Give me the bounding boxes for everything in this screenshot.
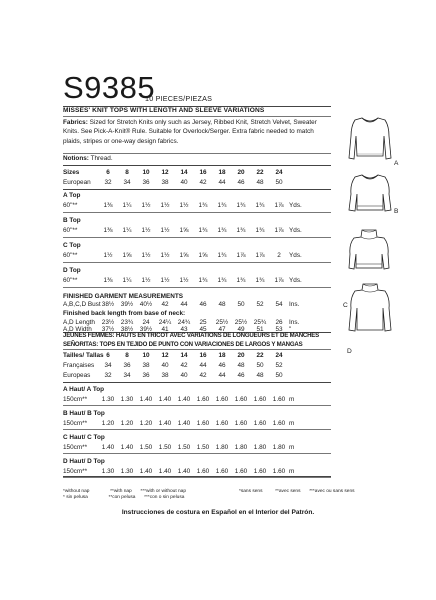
legend-avec-sens: **avec sens (275, 489, 301, 494)
divider (63, 453, 331, 454)
yardage-row (63, 226, 333, 235)
unit-label: Yds. (289, 252, 302, 259)
row-label: 60"** (63, 202, 78, 209)
legend-with-nap: **with nap (110, 489, 132, 494)
table-cell: 52 (275, 362, 283, 369)
title-fr: JEUNES FEMMES: HAUTS EN TRICOT AVEC VARIATIONS DE LONGUEURS ET DE MANCHES (63, 332, 320, 339)
table-cell: 1¾ (236, 202, 246, 209)
divider (63, 262, 331, 263)
table-cell: 38½ (101, 301, 115, 308)
table-cell: 20 (237, 352, 245, 359)
table-cell: 50 (256, 362, 264, 369)
table-cell: 1.30 (120, 468, 134, 475)
unit-label: Yds. (289, 227, 302, 234)
divider (63, 382, 331, 383)
table-cell: 1.80 (253, 444, 267, 451)
yardage-row (63, 276, 333, 285)
pattern-number: S9385 (63, 70, 156, 105)
table-cell: 51 (256, 326, 264, 333)
sizes-row (63, 168, 333, 177)
divider (63, 212, 331, 213)
pieces-count: 10 PIECES/PIEZAS (145, 94, 213, 103)
table-cell: 39½ (120, 301, 134, 308)
view-label: C Haut/ C Top (63, 434, 105, 441)
table-cell: 25¾ (253, 319, 267, 326)
row-label: 150cm** (63, 396, 88, 403)
table-cell: 48 (256, 179, 264, 186)
table-cell: 22 (256, 169, 264, 176)
table-cell: 1¾ (217, 227, 227, 234)
unit-label: " (289, 326, 292, 333)
table-cell: 1½ (160, 252, 170, 259)
table-cell: 1.60 (234, 468, 248, 475)
view-label: A Top (63, 192, 81, 199)
tailles-row (63, 351, 333, 360)
table-cell: 1.20 (101, 420, 115, 427)
row-label: Françaises (63, 362, 95, 369)
table-cell: 34 (123, 179, 131, 186)
table-cell: 1.60 (272, 396, 286, 403)
table-cell: 50 (275, 179, 283, 186)
view-label: D Haut/ D Top (63, 458, 105, 465)
table-cell: 16 (199, 169, 207, 176)
table-cell: 1¾ (217, 202, 227, 209)
table-cell: 44 (218, 372, 226, 379)
divider (63, 477, 331, 478)
table-cell: 1⅞ (274, 227, 284, 234)
yardage-row (63, 443, 333, 452)
row-label: European (63, 179, 91, 186)
table-cell: 6 (106, 352, 110, 359)
table-cell: 1½ (103, 252, 113, 259)
table-cell: 1¼ (122, 227, 132, 234)
table-cell: 1⅞ (274, 277, 284, 284)
table-cell: 1⅞ (236, 252, 246, 259)
unit-label: m (289, 396, 295, 403)
divider (63, 116, 331, 117)
table-cell: 1.60 (234, 420, 248, 427)
table-cell: 1⅞ (274, 202, 284, 209)
table-cell: 1¾ (198, 202, 208, 209)
view-d-sketch (345, 280, 395, 336)
table-cell: 1.30 (120, 396, 134, 403)
table-cell: 48 (218, 301, 226, 308)
table-cell: 18 (218, 352, 226, 359)
table-cell: 1¼ (122, 202, 132, 209)
table-cell: 25½ (234, 319, 248, 326)
table-cell: 37½ (101, 326, 115, 333)
view-c-sketch (343, 226, 395, 278)
table-cell: 50 (237, 301, 245, 308)
unit-label: m (289, 468, 295, 475)
legend-sin-pelusa: * sin pelusa (63, 495, 88, 500)
table-cell: 1¾ (255, 277, 265, 284)
table-cell: 36 (142, 372, 150, 379)
table-cell: 1.40 (120, 444, 134, 451)
table-cell: 46 (199, 301, 207, 308)
back-length-label: Finished back length from base of neck: (63, 310, 186, 317)
table-cell: 1¾ (236, 277, 246, 284)
table-cell: 25½ (215, 319, 229, 326)
view-label: C Top (63, 242, 81, 249)
fabrics-label: Fabrics: (63, 119, 88, 126)
table-cell: 1.30 (101, 396, 115, 403)
table-cell: 16 (199, 352, 207, 359)
table-cell: 8 (125, 352, 129, 359)
francaises-row (63, 361, 333, 370)
table-cell: 1.60 (215, 396, 229, 403)
table-cell: 23½ (101, 319, 115, 326)
table-cell: 1⅜ (103, 277, 113, 284)
table-cell: 48 (256, 372, 264, 379)
yardage-row (63, 251, 333, 260)
table-cell: 12 (161, 352, 169, 359)
table-cell: 1¼ (122, 277, 132, 284)
table-cell: 10 (142, 352, 150, 359)
legend-con-o-sin-pelusa: ***con o sin pelusa (144, 495, 185, 500)
table-cell: 44 (180, 301, 188, 308)
table-cell: 1.40 (158, 396, 172, 403)
table-cell: 1.60 (253, 468, 267, 475)
title-en: MISSES' KNIT TOPS WITH LENGTH AND SLEEVE VARIATIONS (63, 107, 265, 114)
row-label: 150cm** (63, 468, 88, 475)
table-cell: 36 (142, 179, 150, 186)
table-cell: 20 (237, 169, 245, 176)
table-cell: 1⅞ (255, 252, 265, 259)
divider (63, 287, 331, 288)
row-label: 150cm** (63, 444, 88, 451)
table-cell: 1¾ (198, 227, 208, 234)
yardage-row (63, 201, 333, 210)
fabrics-text: Sized for Stretch Knits only such as Jersey, Ribbed Knit, Stretch Velvet, Sweater Knits. See Pick-A-Knit® Rule. Suitable for Overlock/Serger. Extra fabric needed to match plaids, stripes or one-way design fabrics. (63, 119, 317, 145)
table-cell: 1.50 (196, 444, 210, 451)
table-cell: 1⅝ (198, 252, 208, 259)
table-cell: 1.60 (215, 468, 229, 475)
table-cell: 40 (180, 179, 188, 186)
table-cell: 1.40 (177, 468, 191, 475)
table-cell: 1.60 (234, 396, 248, 403)
table-cell: 45 (199, 326, 207, 333)
table-cell: 46 (237, 372, 245, 379)
table-cell: 1.40 (177, 420, 191, 427)
table-cell: 42 (161, 301, 169, 308)
table-cell: 46 (237, 179, 245, 186)
row-label: 60"** (63, 227, 78, 234)
table-cell: 25 (199, 319, 207, 326)
table-cell: 50 (275, 372, 283, 379)
yardage-row (63, 395, 333, 404)
table-cell: 1.50 (139, 444, 153, 451)
legend-with-or-without-nap: ***with or without nap (140, 489, 186, 494)
unit-label: Yds. (289, 202, 302, 209)
divider (63, 429, 331, 430)
view-label: A Haut/ A Top (63, 386, 105, 393)
table-cell: 1.40 (139, 468, 153, 475)
table-cell: 23¾ (120, 319, 134, 326)
table-cell: 42 (199, 179, 207, 186)
row-label: 150cm** (63, 420, 88, 427)
table-cell: 32 (104, 372, 112, 379)
table-cell: 1.60 (215, 420, 229, 427)
table-cell: 42 (180, 362, 188, 369)
unit-label: m (289, 444, 295, 451)
table-cell: 1.60 (272, 468, 286, 475)
table-cell: 14 (180, 352, 188, 359)
divider (63, 237, 331, 238)
table-cell: 34 (104, 362, 112, 369)
table-cell: 24 (275, 169, 283, 176)
yardage-row (63, 467, 333, 476)
fabrics-description (63, 118, 331, 146)
notions (63, 154, 113, 163)
divider (63, 165, 331, 166)
table-cell: 1½ (141, 252, 151, 259)
table-cell: 43 (180, 326, 188, 333)
title-es: SEÑORITAS: TOPS EN TEJIDO DE PUNTO CON VARIACIONES DE LARGOS Y MANGAS (63, 341, 303, 348)
legend-avec-ou-sans-sens: ***avec ou sans sens (309, 489, 355, 494)
yardage-row (63, 419, 333, 428)
divider (63, 189, 331, 190)
table-cell: 42 (199, 372, 207, 379)
table-cell: 54 (275, 301, 283, 308)
table-cell: 53 (275, 326, 283, 333)
row-label: Tailles/ Tallas (63, 352, 104, 359)
table-cell: 34 (123, 372, 131, 379)
row-label: Europeas (63, 372, 91, 379)
table-cell: 1.20 (139, 420, 153, 427)
table-cell: 1½ (141, 227, 151, 234)
unit-label: m (289, 420, 295, 427)
divider (63, 349, 331, 350)
table-cell: 24¾ (177, 319, 191, 326)
table-cell: 1¾ (255, 202, 265, 209)
unit-label: Ins. (289, 301, 300, 308)
divider (63, 476, 331, 477)
row-label: A,D Width (63, 326, 92, 333)
table-cell: 24¼ (158, 319, 172, 326)
table-cell: 47 (218, 326, 226, 333)
table-cell: 1⅝ (179, 227, 189, 234)
view-b-sketch (345, 170, 395, 218)
row-label: Sizes (63, 169, 80, 176)
table-cell: 1.60 (253, 420, 267, 427)
table-cell: 32 (104, 179, 112, 186)
table-cell: 1⅜ (103, 227, 113, 234)
table-cell: 1½ (141, 277, 151, 284)
view-a-label: A (394, 160, 399, 167)
table-cell: 1.40 (101, 444, 115, 451)
table-cell: 24 (142, 319, 150, 326)
table-cell: 49 (237, 326, 245, 333)
table-cell: 1¾ (198, 277, 208, 284)
table-cell: 26 (275, 319, 283, 326)
table-cell: 1.40 (177, 396, 191, 403)
table-cell: 1½ (179, 277, 189, 284)
table-cell: 40 (161, 362, 169, 369)
table-cell: 1.40 (139, 396, 153, 403)
table-cell: 1¾ (236, 227, 246, 234)
table-cell: 24 (275, 352, 283, 359)
table-cell: 1.40 (158, 420, 172, 427)
table-cell: 6 (106, 169, 110, 176)
europeas-row (63, 371, 333, 380)
table-cell: 14 (180, 169, 188, 176)
table-cell: 22 (256, 352, 264, 359)
legend-en-es (63, 489, 186, 501)
view-label: B Top (63, 217, 81, 224)
table-cell: 38 (142, 362, 150, 369)
table-cell: 1⅝ (179, 252, 189, 259)
table-cell: 18 (218, 169, 226, 176)
row-label: A,D Length (63, 319, 95, 326)
table-cell: 1½ (179, 202, 189, 209)
table-cell: 36 (123, 362, 131, 369)
table-cell: 39½ (139, 326, 153, 333)
row-label: 60"** (63, 252, 78, 259)
footer-note: Instrucciones de costura en Español en el Interior del Patrón. (121, 509, 315, 516)
table-cell: 46 (218, 362, 226, 369)
table-cell: 38½ (120, 326, 134, 333)
finished-heading: FINISHED GARMENT MEASUREMENTS (63, 293, 184, 300)
table-cell: 1.80 (272, 444, 286, 451)
table-cell: 1.60 (272, 420, 286, 427)
table-cell: 1.50 (177, 444, 191, 451)
table-cell: 8 (125, 169, 129, 176)
view-b-label: B (394, 208, 399, 215)
table-cell: 1¾ (217, 252, 227, 259)
bust-row (63, 300, 333, 309)
table-cell: 1¾ (217, 277, 227, 284)
table-cell: 40½ (139, 301, 153, 308)
table-cell: 41 (161, 326, 169, 333)
table-cell: 1.60 (253, 396, 267, 403)
european-row (63, 178, 333, 187)
divider (63, 405, 331, 406)
table-cell: 1.60 (196, 468, 210, 475)
table-cell: 38 (161, 372, 169, 379)
legend-sans-sens: *sans sens (239, 489, 263, 494)
table-cell: 1½ (160, 227, 170, 234)
table-cell: 2 (277, 252, 281, 259)
table-cell: 1¾ (255, 227, 265, 234)
view-c-label: C (343, 302, 348, 309)
table-cell: 1½ (160, 277, 170, 284)
legend-without-nap: *without nap (63, 489, 90, 494)
row-label: A,B,C,D Bust (63, 301, 101, 308)
table-cell: 48 (237, 362, 245, 369)
notions-label: Notions: (63, 155, 89, 162)
unit-label: Yds. (289, 277, 302, 284)
view-d-label: D (347, 348, 352, 355)
table-cell: 1½ (160, 202, 170, 209)
table-cell: 1⅝ (122, 252, 132, 259)
legend-fr (239, 489, 355, 495)
table-cell: 1.80 (215, 444, 229, 451)
table-cell: 12 (161, 169, 169, 176)
table-cell: 1.20 (120, 420, 134, 427)
table-cell: 38 (161, 179, 169, 186)
table-cell: 1½ (141, 202, 151, 209)
table-cell: 1⅜ (103, 202, 113, 209)
table-cell: 1.60 (196, 420, 210, 427)
table-cell: 1.50 (158, 444, 172, 451)
table-cell: 1.80 (234, 444, 248, 451)
view-label: D Top (63, 267, 81, 274)
table-cell: 1.60 (196, 396, 210, 403)
table-cell: 52 (256, 301, 264, 308)
view-a-sketch (345, 112, 395, 167)
table-cell: 1.40 (158, 468, 172, 475)
notions-text: Thread. (90, 155, 113, 162)
row-label: 60"** (63, 277, 78, 284)
table-cell: 1.30 (101, 468, 115, 475)
view-label: B Haut/ B Top (63, 410, 105, 417)
table-cell: 10 (142, 169, 150, 176)
table-cell: 44 (218, 179, 226, 186)
table-cell: 44 (199, 362, 207, 369)
unit-label: Ins. (289, 319, 300, 326)
legend-con-pelusa: **con pelusa (108, 495, 136, 500)
table-cell: 40 (180, 372, 188, 379)
